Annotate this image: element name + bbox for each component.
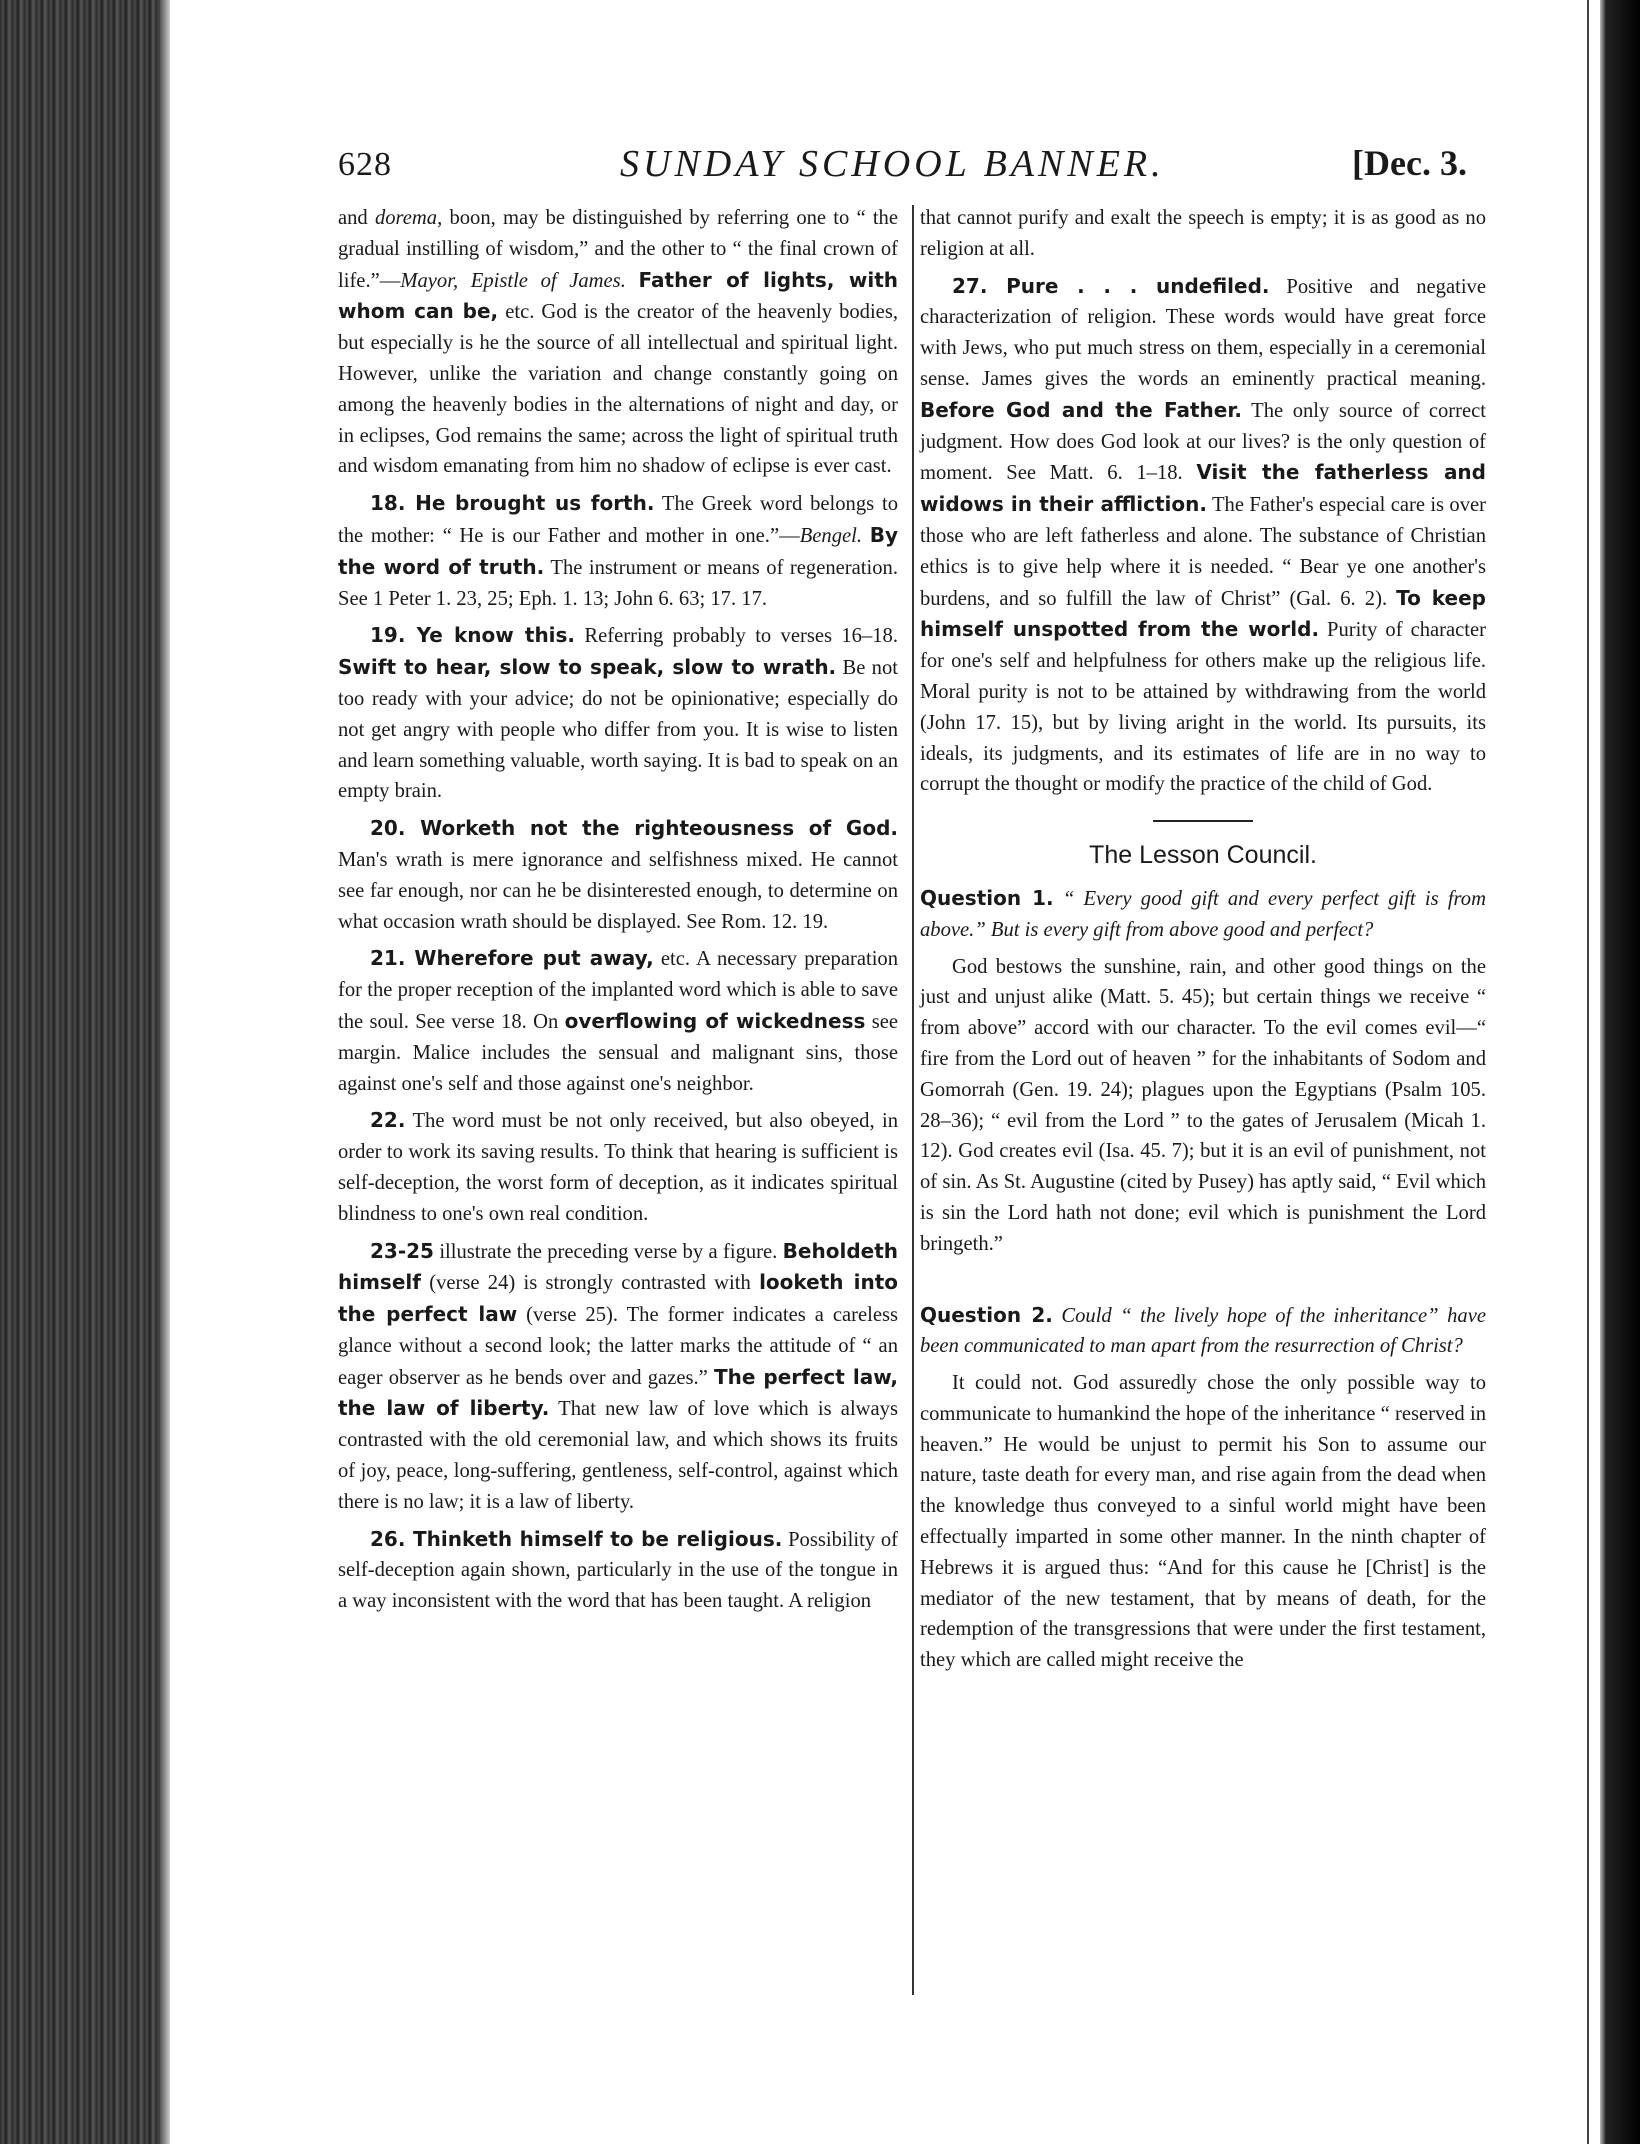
question-text: “ Every good gift and every perfect gift is from above.” But is every gift from above good and perfect? xyxy=(920,887,1486,941)
left-column xyxy=(338,203,898,1623)
text-run: (verse 24) is strongly contrasted with xyxy=(420,1272,760,1295)
paragraph-verse-20 xyxy=(338,813,898,937)
page-gutter-shadow xyxy=(160,0,170,2144)
text-run: (verse 25). The former indicates a careless glance without a second look; the latter marks the attitude of “ an eager observer as he bends over and gazes.” xyxy=(338,1304,898,1389)
paragraph-verse-17-commentary xyxy=(338,203,898,482)
verse-heading: 19. Ye know this. xyxy=(370,623,576,648)
text-run: Positive and negative characterization of religion. These words would have great force with Jews, who put much stress on them, especially in a ceremonial sense. James gives the words an eminently practical meaning. xyxy=(920,275,1486,390)
paragraph-verse-26 xyxy=(338,1524,898,1617)
paragraph-verse-18 xyxy=(338,488,898,614)
paragraph-verses-23-25 xyxy=(338,1236,898,1518)
verse-heading: 26. Thinketh himself to be religious. xyxy=(370,1526,783,1551)
text-run: The Greek word belongs to the mother: “ He is our Father and mother in one.”— xyxy=(338,493,898,547)
text-run: Referring probably to verses 16–18. xyxy=(575,625,899,648)
question-label: Question 2. xyxy=(920,1302,1053,1327)
question-text: Could “ the lively hope of the inheritance” have been communicated to man apart from the resurrection of Christ? xyxy=(920,1304,1486,1358)
question-1-heading xyxy=(920,883,1486,946)
section-title: The Lesson Council. xyxy=(1089,841,1317,870)
page-number: 628 xyxy=(338,146,392,183)
text-run: that cannot purify and exalt the speech is empty; it is as good as no religion at all. xyxy=(920,207,1486,260)
verse-phrase: overflowing of wickedness xyxy=(564,1008,866,1033)
paragraph-verse-26-continued xyxy=(920,203,1486,265)
verse-phrase: Beholdeth himself xyxy=(338,1238,898,1295)
answer-text: It could not. God assuredly chose the only possible way to communicate to humankind the hope of the inheritance “ reserved in heaven.” He would be unjust to permit his Son to assume our nature, taste death for every man, and rise again from the dead when the knowledge thus conveyed to a sinful world might have been effectually imparted in some other manner. In the ninth chapter of Hebrews it is argued thus: “And for this cause he [Christ] is the mediator of the new testament, that by means of death, for the redemption of the transgressions that were under the first testament, they which are called might receive the xyxy=(920,1372,1486,1672)
verse-phrase: The perfect law, the law of liberty. xyxy=(338,1364,898,1421)
question-2-answer xyxy=(920,1368,1486,1676)
verse-phrase: By the word of truth. xyxy=(338,522,898,579)
verse-heading: 20. Worketh not the righteousness of God. xyxy=(370,816,898,841)
verse-phrase: Swift to hear, slow to speak, slow to wrath. xyxy=(338,655,837,680)
citation: Mayor, Epistle of James. xyxy=(400,269,626,292)
verse-phrase: Visit the fatherless and widows in their affliction. xyxy=(920,460,1486,517)
paragraph-verse-21 xyxy=(338,943,898,1099)
verse-heading: 22. xyxy=(370,1108,406,1133)
book-spine xyxy=(0,0,160,2144)
verse-phrase: looketh into the perfect law xyxy=(338,1270,898,1327)
citation: Bengel. xyxy=(799,524,863,547)
right-column xyxy=(920,203,1486,1682)
text-run xyxy=(626,270,639,292)
answer-text: God bestows the sunshine, rain, and other good things on the just and unjust alike (Matt. 5. 45); but certain things we receive “ from above” accord with our character. To the evil comes evil—“ fire from the Lord out of heaven ” for the inhabitants of Sodom and Gomorrah (Gen. 19. 24); plagues upon the Egyptians (Psalm 105. 28–36); “ evil from the Lord ” to the gates of Jerusalem (Micah 1. 12). God creates evil (Isa. 45. 7); but it is an evil of punishment, not of sin. As St. Augustine (cited by Pusey) has aptly said, “ Evil which is sin the Lord hath not done; evil which is punishment the Lord bringeth.” xyxy=(920,955,1486,1255)
text-run: The only source of correct judgment. How does God look at our lives? is the only question of moment. See Matt. 6. 1–18. xyxy=(920,399,1487,485)
verse-phrase: Before God and the Father. xyxy=(920,397,1242,422)
page-edge-rule xyxy=(1587,0,1589,2144)
greek-term: dorema xyxy=(374,207,438,229)
verse-phrase: Father of lights, with whom can be, xyxy=(338,267,898,324)
text-run: Possibility of self-deception again shown, particularly in the use of the tongue in a way inconsistent with the word that has been taught. A religion xyxy=(338,1528,898,1613)
question-2-heading xyxy=(920,1300,1486,1363)
paragraph-verse-19 xyxy=(338,620,898,807)
running-title: SUNDAY SCHOOL BANNER. xyxy=(620,143,1165,185)
text-run: etc. God is the creator of the heavenly bodies, but especially is he the source of all intellectual and spiritual light. However, unlike the variation and change constantly going on among the heavenly bodies in the alternations of night and day, or in eclipses, God remains the same; across the light of spiritual truth and wisdom emanating from him no shadow of eclipse is ever cast. xyxy=(338,301,898,478)
text-run: Purity of character for one's self and helpfulness for others make up the religious life. Moral purity is not to be attained by withdrawing from the world (John 17. 15), but by living aright in the world. Its pursuits, its ideals, its judgments, and its estimates of life are in no way to corrupt the thought or modify the practice of the child of God. xyxy=(920,619,1487,796)
verse-phrase: To keep himself unspotted from the world. xyxy=(920,585,1486,642)
text-run: illustrate the preceding verse by a figure. xyxy=(433,1240,783,1263)
text-run: Be not too ready with your advice; do not be opinionative; especially do not get angry with people who differ from you. It is wise to listen and learn something valuable, worth saying. It is bad to speak on an empty brain. xyxy=(338,657,898,803)
text-run: The word must be not only received, but also obeyed, in order to work its saving results. To think that hearing is sufficient is self-deception, the worst form of deception, as it indicates spiritual blindness to one's own real condition. xyxy=(338,1110,898,1225)
question-1-answer xyxy=(920,952,1486,1260)
verse-heading: 27. Pure . . . undefiled. xyxy=(952,273,1270,298)
text-run xyxy=(862,525,870,547)
text-run: see margin. Malice includes the sensual and malignant sins, those against one's self and those against one's neighbor. xyxy=(338,1010,898,1095)
text-run: Man's wrath is mere ignorance and selfishness mixed. He cannot see far enough, nor can he be disinterested enough, to determine on what occasion wrath should be displayed. See Rom. 12. 19. xyxy=(338,848,898,933)
verse-heading: 18. He brought us forth. xyxy=(370,491,655,516)
verse-heading: 23-25 xyxy=(370,1238,434,1263)
text-run: and xyxy=(338,207,375,229)
section-divider xyxy=(1153,820,1253,822)
text-run: That new law of love which is always contrasted with the old ceremonial law, and which shows its fruits of joy, peace, long-suffering, gentleness, self-control, against which there is no law; it is a law of liberty. xyxy=(338,1398,898,1513)
issue-date: [Dec. 3. xyxy=(1352,143,1467,183)
paragraph-verse-27 xyxy=(920,271,1486,801)
text-run: The Father's especial care is over those who are left fatherless and alone. The substance of Christian ethics is to give help where it is needed. “ Bear ye one another's burdens, and so fulfill the law of Christ” (Gal. 6. 2). xyxy=(920,494,1487,610)
column-divider xyxy=(912,205,914,1995)
question-label: Question 1. xyxy=(920,885,1054,910)
text-run: The instrument or means of regeneration. See 1 Peter 1. 23, 25; Eph. 1. 13; John 6. 63; 17. 17. xyxy=(338,556,898,610)
verse-heading: 21. Wherefore put away, xyxy=(370,946,654,971)
page-right-edge xyxy=(1600,0,1640,2144)
text-run: , boon, may be distinguished by referring one to “ the gradual instilling of wisdom,” and the other to “ the final crown of life.”— xyxy=(338,207,898,292)
paragraph-verse-22 xyxy=(338,1105,898,1229)
text-run: etc. A necessary preparation for the proper reception of the implanted word which is able to save the soul. See verse 18. On xyxy=(338,948,899,1033)
